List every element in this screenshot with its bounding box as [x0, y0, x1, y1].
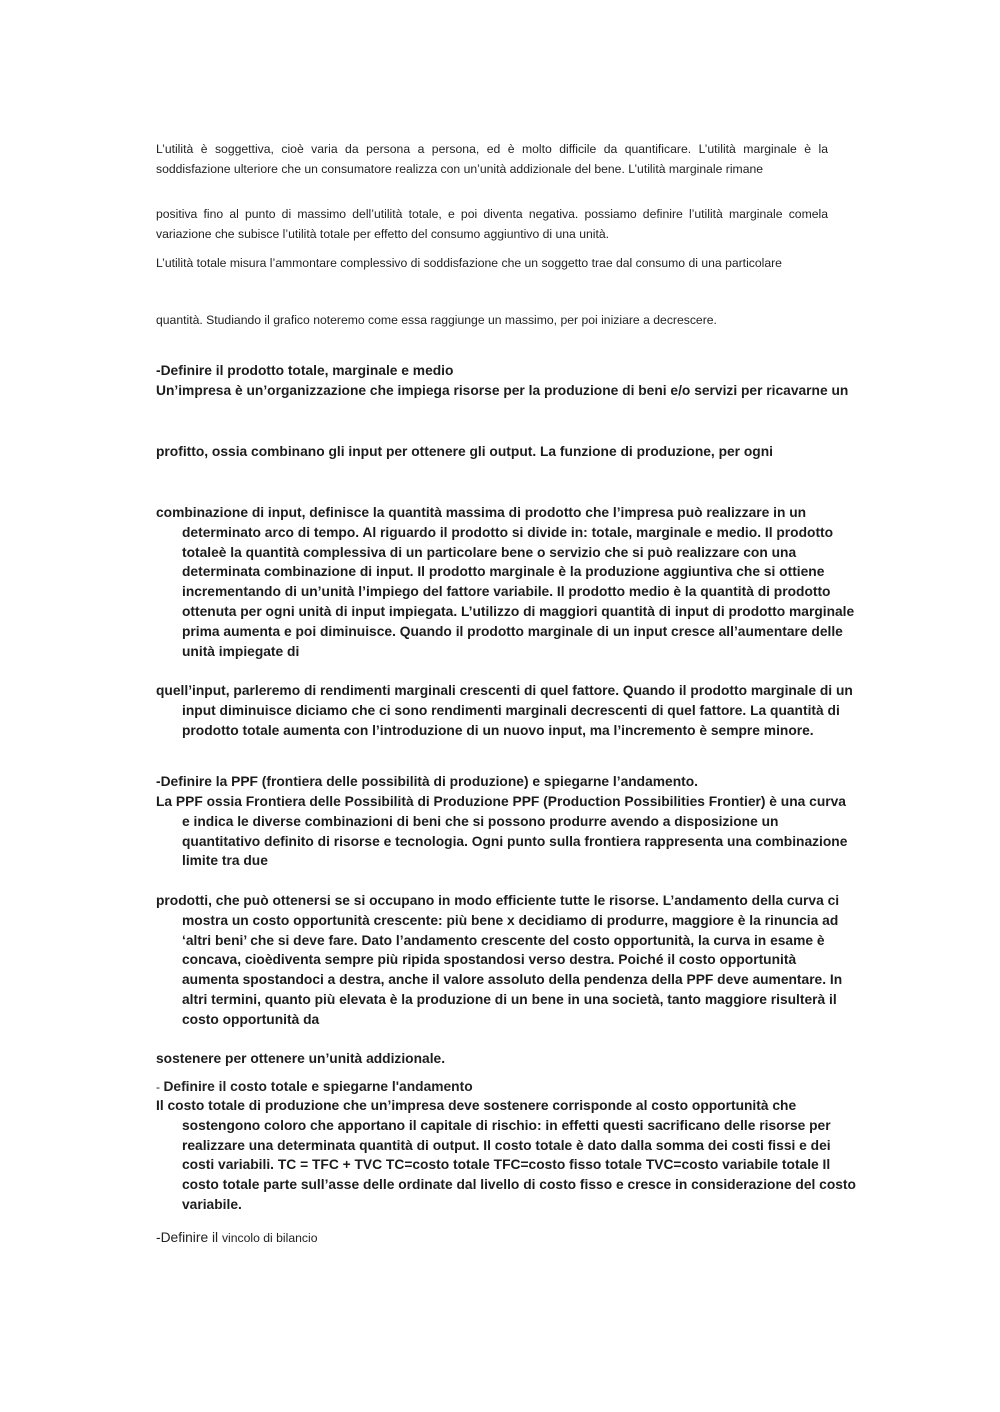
paragraph-ppf-andamento: prodotti, che può ottenersi se si occupano in modo efficiente tutte le risorse. L’andamento della curva ci mostra un costo opportunità crescente: più bene x decidiamo di produrre, maggiore è la rinuncia ad ‘altri beni’ che si deve fare. Dato l’andamento crescente del costo opportunità, la curva in esame è concava, cioèdiventa sempre più ripida spostandosi verso destra. Poiché il costo opportunità aumenta spostandoci a destra, anche il valore assoluto della pendenza della PPF deve aumentare. In altri termini, quanto più elevata è la produzione di un bene in una società, tanto maggiore risulterà il costo opportunità da — [156, 893, 847, 1027]
heading-costo-totale-text: Definire il costo totale e spiegarne l'andamento — [163, 1079, 473, 1094]
heading-vincolo-text: vincolo di bilancio — [221, 1231, 318, 1245]
paragraph-costo-totale: Il costo totale di produzione che un’impresa deve sostenere corrisponde al costo opportunità che sostengono coloro che apportano il capitale di rischio: in effetti questi sacrificano delle risorse per realizzare una determinata quantità di output. Il costo totale è dato dalla somma dei costi fissi e dei costi variabili. TC = TFC + TVC TC=costo totale TFC=costo fisso totale TVC=costo variabile totale Il costo totale parte sull’asse delle ordinate dal livello di costo fisso e cresce in considerazione del costo variabile. — [156, 1098, 860, 1212]
heading-vincolo-prefix: -Definire il — [156, 1230, 219, 1245]
paragraph-ppf-definition: La PPF ossia Frontiera delle Possibilità di Produzione PPF (Production Possibilities Frontier) è una curva e indica le diverse combinazioni di beni che si possono produrre avendo a disposizione un quantitativo definito di risorse e tecnologia. Ogni punto sulla frontiera rappresenta una combinazione limite tra due — [156, 794, 852, 869]
paragraph-utility-graph: quantità. Studiando il grafico noteremo come essa raggiunge un massimo, per poi iniziare a decrescere. — [156, 313, 717, 327]
paragraph-utility-intro: L’utilità è soggettiva, cioè varia da persona a persona, ed è molto difficile da quantificare. L’utilità marginale è la soddisfazione ulteriore che un consumatore realizza con un’unità addizionale del bene. L’utilità marginale rimane — [156, 142, 832, 176]
heading-costo-totale — [156, 1077, 473, 1097]
paragraph-utility-marginal: positiva fino al punto di massimo dell’utilità totale, e poi diventa negativa. possiamo definire l’utilità marginale comela variazione che subisce l’utilità totale per effetto del consumo aggiuntivo di una unità. — [156, 207, 832, 241]
heading-prodotto: -Definire il prodotto totale, marginale e medio — [156, 363, 454, 378]
heading-dash: - — [156, 1080, 164, 1094]
paragraph-impresa: Un’impresa è un’organizzazione che impiega risorse per la produzione di beni e/o servizi per ricavarne un — [156, 383, 849, 398]
heading-ppf: -Definire la PPF (frontiera delle possibilità di produzione) e spiegarne l’andamento. — [156, 774, 698, 789]
paragraph-utility-total: L’utilità totale misura l’ammontare complessivo di soddisfazione che un soggetto trae dal consumo di una particolare — [156, 256, 782, 270]
heading-vincolo-bilancio — [156, 1228, 317, 1248]
paragraph-combinazione: combinazione di input, definisce la quantità massima di prodotto che l’impresa può realizzare in un determinato arco di tempo. Al riguardo il prodotto si divide in: totale, marginale e medio. Il prodotto totaleè la quantità complessiva di un particolare bene o servizio che si può realizzare con una determinata combinazione di input. Il prodotto marginale è la produzione aggiuntiva che si ottiene incrementando di un’unità l’impiego del fattore variabile. Il prodotto medio è la quantità di prodotto ottenuta per ogni unità di input impiegata. L’utilizzo di maggiori quantità di input di prodotto marginale prima aumenta e poi diminuisce. Quando il prodotto marginale di un input cresce all’aumentare delle unità impiegate di — [156, 505, 859, 659]
paragraph-unita-addizionale: sostenere per ottenere un’unità addizionale. — [156, 1051, 446, 1066]
paragraph-rendimenti: quell’input, parleremo di rendimenti marginali crescenti di quel fattore. Quando il prodotto marginale di un input diminuisce diciamo che ci sono rendimenti marginali decrescenti di quel fattore. La quantità di prodotto totale aumenta con l’introduzione di un nuovo input, ma l’incremento è sempre minore. — [156, 683, 857, 738]
paragraph-profitto: profitto, ossia combinano gli input per ottenere gli output. La funzione di produzione, per ogni — [156, 444, 773, 459]
